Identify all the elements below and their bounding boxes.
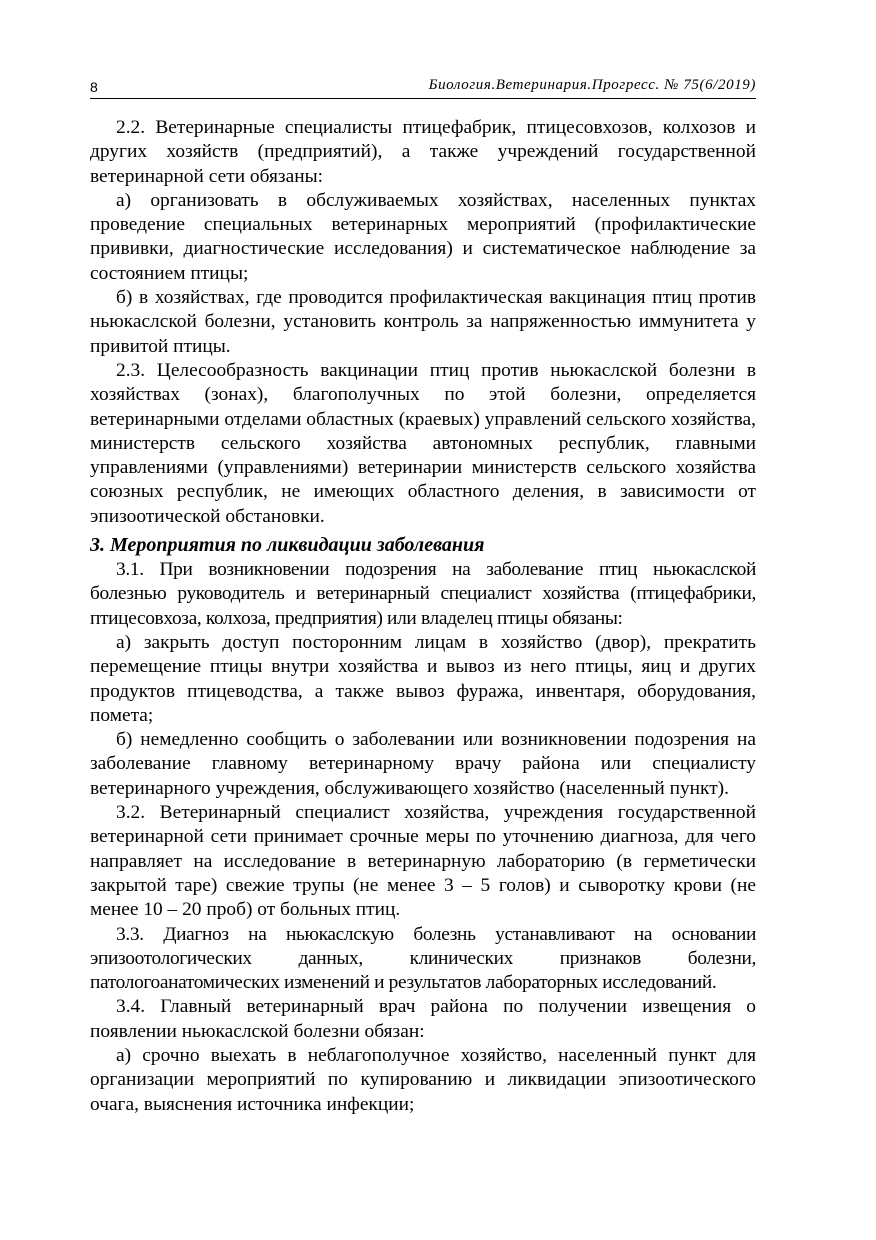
paragraph-2-2: 2.2. Ветеринарные специалисты птицефабрик, птицесовхозов, колхозов и других хозяйств (предприятий), а также учреждений государственной ветеринарной сети обязаны: — [90, 117, 756, 187]
paragraph-2-3: 2.3. Целесообразность вакцинации птиц против ньюкаслской болезни в хозяйствах (зонах), благополучных по этой болезни, определяется ветеринарными отделами областных (краевых) управлений сельского хозяйства, министерств сельского хозяйства автономных республик, главными управлениями (управлениями) ветеринарии министерств сельского хозяйства союзных республик, не имеющих областного деления, в зависимости от эпизоотической обстановки. — [90, 359, 756, 527]
paragraph-3-4-a: а) срочно выехать в неблагополучное хозяйство, населенный пункт для организации мероприятий по купированию и ликвидации эпизоотического очага, выяснения источника инфекции; — [90, 1044, 756, 1115]
paragraph-3-2: 3.2. Ветеринарный специалист хозяйства, учреждения государственной ветеринарной сети принимает срочные меры по уточнению диагноза, для чего направляет на исследование в ветеринарную лабораторию (в герметически закрытой таре) свежие трупы (не менее 3 – 5 голов) и сыворотку крови (не менее 10 – 20 проб) от больных птиц. — [90, 802, 756, 921]
paragraph-3-4: 3.4. Главный ветеринарный врач района по получении извещения о появлении ньюкаслской болезни обязан: — [90, 996, 756, 1042]
paragraph-2-2-b: б) в хозяйствах, где проводится профилактическая вакцинация птиц против ньюкаслской болезни, установить контроль за напряженностью иммунитета у привитой птицы. — [90, 287, 756, 357]
journal-title: Биология.Ветеринария.Прогресс. № 75(6/2019) — [428, 77, 756, 93]
paragraph-3-1: 3.1. При возникновении подозрения на заболевание птиц ньюкаслской болезнью руководитель и ветеринарный специалист хозяйства (птицефабрики, птицесовхоза, колхоза, предприятия) или владелец птицы обязаны: — [90, 559, 756, 629]
paragraph-2-2-a: а) организовать в обслуживаемых хозяйствах, населенных пунктах проведение специальных ветеринарных мероприятий (профилактические прививки, диагностические исследования) и систематическое наблюдение за состоянием птицы; — [90, 189, 756, 284]
running-header — [90, 76, 756, 99]
page-number: 8 — [90, 79, 98, 95]
paragraph-3-1-a: а) закрыть доступ посторонним лицам в хозяйство (двор), прекратить перемещение птицы внутри хозяйства и вывоз из него птицы, яиц и других продуктов птицеводства, а также вывоз фуража, инвентаря, оборудования, помета; — [90, 631, 756, 726]
section-heading: 3. Мероприятия по ликвидации заболевания — [90, 534, 485, 557]
paragraph-3-3: 3.3. Диагноз на ньюкаслскую болезнь устанавливают на основании эпизоотологических данных, клинических признаков болезни, патологоанатомических изменений и результатов лабораторных исследований. — [90, 923, 756, 994]
paragraph-3-1-b: б) немедленно сообщить о заболевании или возникновении подозрения на заболевание главному ветеринарному врачу района или специалисту ветеринарного учреждения, обслуживающего хозяйство (населенный пункт). — [90, 729, 756, 799]
article-body — [90, 116, 756, 1117]
